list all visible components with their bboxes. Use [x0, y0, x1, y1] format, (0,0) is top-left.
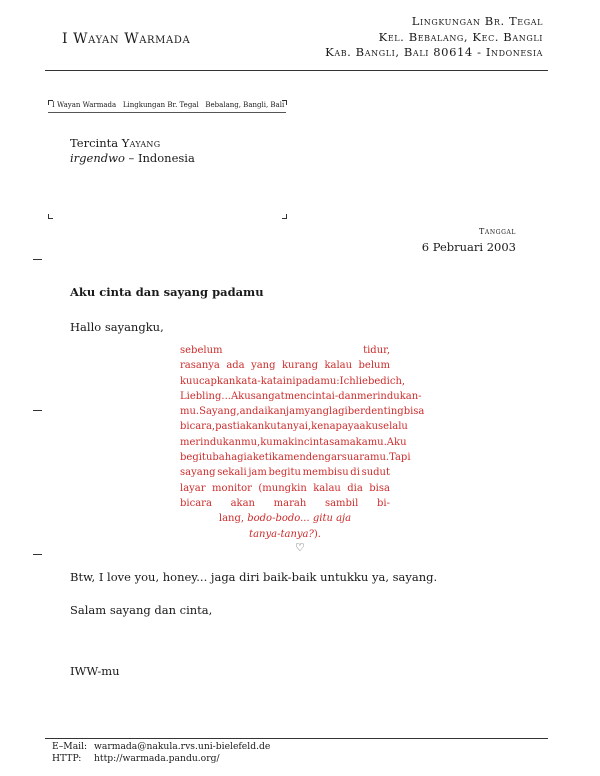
poem-line-suffix: ).	[313, 528, 321, 540]
poem-word: kuucapkan	[180, 375, 236, 387]
poem-word: sayang	[180, 467, 216, 479]
poem-word: sama	[329, 436, 356, 448]
poem-word: bisa	[403, 406, 425, 418]
poem-word: Aku	[230, 390, 251, 402]
window-corner-mark	[282, 214, 287, 219]
poem-line	[180, 435, 407, 450]
poem-word: sebelum	[180, 345, 223, 356]
recipient-place-prefix: irgendwo	[70, 151, 125, 165]
fold-mark	[33, 259, 42, 260]
postscript: Btw, I love you, honey... jaga diri baik-baik untukku ya, sayang.	[70, 570, 438, 584]
fold-mark	[33, 554, 42, 555]
address-line: Lingkungan Br. Tegal	[411, 14, 543, 28]
letter-opening: Hallo sayangku,	[70, 320, 164, 334]
website-link[interactable]: http://warmada.pandu.org/	[94, 752, 220, 764]
footer-divider	[45, 738, 548, 739]
poem-word: tidur,	[363, 345, 390, 356]
poem-word: berdenting	[347, 406, 404, 418]
poem-word: sudut	[361, 467, 390, 479]
poem-word: mu.	[180, 406, 200, 418]
poem-line	[180, 465, 390, 480]
poem-word: yang	[304, 406, 329, 418]
poem-word: belum	[358, 360, 390, 372]
poem-word: jam	[248, 467, 267, 479]
recipient-place-suffix: – Indonesia	[124, 151, 195, 165]
return-address: I Wayan Warmada Lingkungan Br. Tegal Bebalang, Bangli, Bali	[52, 101, 285, 109]
poem-word: begitu	[180, 452, 213, 464]
address-line: Kel. Bebalang, Kec. Bangli	[378, 29, 543, 44]
poem-word: kutanyai,	[264, 421, 312, 433]
poem-word: suaramu.	[341, 452, 390, 464]
poem-word: begitu	[268, 467, 301, 479]
poem-word: (mungkin	[258, 482, 307, 494]
poem-word: jam	[286, 406, 305, 418]
poem-word: membisu	[302, 467, 349, 479]
poem-line	[180, 481, 390, 496]
poem-line	[180, 374, 406, 389]
recipient-name	[70, 136, 160, 150]
poem-word: dich,	[380, 375, 406, 387]
poem-line	[180, 389, 422, 404]
poem-line	[180, 404, 425, 419]
poem-line	[180, 358, 390, 373]
poem-line-italic: tanya-tanya?	[249, 528, 314, 540]
poem-word: layar	[180, 482, 206, 494]
poem-word: bicara,	[180, 421, 216, 433]
poem-word: andaikan	[239, 406, 286, 418]
poem-line	[180, 419, 408, 434]
poem-word: ada	[226, 360, 245, 372]
poem-word: monitor	[212, 482, 252, 494]
poem-word: kamu.	[355, 436, 387, 448]
poem-line	[180, 527, 390, 542]
poem-word: pasti	[215, 421, 240, 433]
signature: IWW-mu	[70, 664, 120, 678]
date-value: 6 Pebruari 2003	[421, 240, 516, 254]
header-divider	[45, 70, 548, 71]
poem-line	[180, 511, 390, 526]
letter-subject: Aku cinta dan sayang padamu	[70, 285, 264, 299]
poem-word: bisa	[369, 482, 390, 494]
poem-word: kalau	[313, 482, 341, 494]
poem-word: Tapi	[389, 452, 411, 464]
date-label: Tanggal	[478, 227, 516, 236]
poem-word: selalu	[378, 421, 408, 433]
window-corner-mark	[48, 214, 53, 219]
poem-lines	[180, 343, 425, 511]
poem-word: sekali	[217, 467, 247, 479]
http-label: HTTP:	[52, 752, 82, 764]
address-line: Kab. Bangli, Bali 80614 - Indonesia	[325, 45, 543, 59]
sender-name: I Wayan Warmada	[62, 31, 191, 47]
poem-word: padamu:	[295, 375, 340, 387]
poem-word: merindukan-	[357, 390, 422, 402]
poem-word: dan	[338, 390, 358, 402]
poem-word: bahagia	[212, 452, 253, 464]
heart-icon: ♡	[295, 541, 305, 554]
footer-contact	[52, 741, 270, 764]
poem-word: kenapa	[311, 421, 348, 433]
letter-closing: Salam sayang dan cinta,	[70, 603, 213, 617]
poem-word: di	[350, 467, 360, 479]
poem-word: bi-	[376, 497, 390, 509]
poem-line-prefix: lang,	[218, 513, 248, 525]
poem-word: Ich	[339, 375, 356, 387]
poem-word: akan	[230, 497, 255, 509]
poem-word: ini	[282, 375, 296, 387]
poem-word: lagi	[329, 406, 348, 418]
poem-line	[180, 496, 390, 511]
recipient-place	[70, 151, 195, 165]
email-link[interactable]: warmada@nakula.rvs.uni-bielefeld.de	[94, 741, 271, 752]
poem-word: Aku	[386, 436, 407, 448]
poem-word: kurang	[281, 360, 319, 372]
poem-word: marah	[273, 497, 307, 509]
poem-word: kumakin	[260, 436, 304, 448]
poem-word: bicara	[180, 497, 212, 509]
poem-word: akan	[239, 421, 265, 433]
poem-word: kata-kata	[235, 375, 283, 387]
poem-word: yang	[251, 360, 276, 372]
poem-line	[180, 450, 411, 465]
recipient-salutation: Tercinta	[70, 136, 119, 150]
poem-word: ya	[347, 421, 360, 433]
fold-mark	[33, 410, 42, 411]
poem-word: rasanya	[180, 360, 220, 372]
poem-word: kalau	[324, 360, 353, 372]
poem-word: aku	[359, 421, 379, 433]
poem-paragraph	[180, 343, 425, 542]
poem-word: liebe	[355, 375, 381, 387]
poem-word: cinta	[303, 436, 330, 448]
poem-word: Sayang,	[199, 406, 240, 418]
recipient-nickname: Yayang	[121, 136, 161, 150]
email-label: E–Mail:	[52, 741, 88, 752]
poem-word: dia	[347, 482, 363, 494]
sender-address	[325, 14, 543, 61]
return-address-rule	[48, 112, 286, 113]
poem-word: ketika	[252, 452, 284, 464]
poem-line	[180, 343, 390, 358]
poem-word: Liebling...	[180, 390, 231, 402]
poem-line-italic: bodo-bodo... gitu aja	[247, 513, 352, 525]
poem-word: sambil	[324, 497, 359, 509]
poem-word: mendengar	[283, 452, 342, 464]
poem-word: mencintai-	[284, 390, 339, 402]
poem-word: merindukanmu,	[180, 436, 261, 448]
poem-word: sangat	[250, 390, 285, 402]
